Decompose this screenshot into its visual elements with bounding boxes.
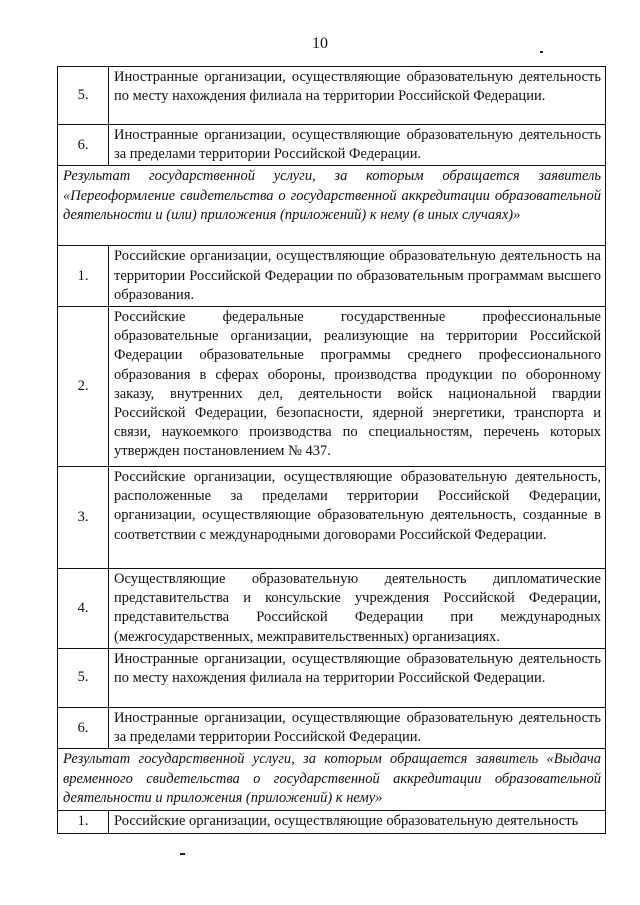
- row-text: Иностранные организации, осуществляющие образовательную деятельность за пределами территории Российской Федерации.: [109, 708, 606, 749]
- row-number: 4.: [58, 569, 109, 649]
- row-text: Иностранные организации, осуществляющие образовательную деятельность за пределами территории Российской Федерации.: [109, 125, 606, 166]
- row-text: Российские федеральные государственные профессиональные образовательные организации, реализующие на территории Российской Федерации образовательные программы среднего профессионального образования в сферах обороны, производства продукции по оборонному заказу, внутренних дел, деятельности войск национальной гвардии Российской Федерации, безопасности, ядерной энергетики, транспорта и связи, наукоемкого производства по специальностям, перечень которых утвержден постановлением № 437.: [109, 307, 606, 467]
- row-text: Российские организации, осуществляющие образовательную деятельность на территории Российской Федерации по образовательным программам высшего образования.: [109, 246, 606, 307]
- table-row: [58, 246, 606, 307]
- page-number: 10: [312, 35, 328, 52]
- section-header: Результат государственной услуги, за которым обращается заявитель «Выдача временного свидетельства о государственной аккредитации образовательной деятельности и приложения (приложений) к нему»: [58, 749, 606, 811]
- eligibility-table: [57, 66, 606, 834]
- row-number: 1.: [58, 811, 109, 833]
- table-row: [58, 125, 606, 166]
- table-row: [58, 67, 606, 125]
- section-header-row: [58, 166, 606, 246]
- row-number: 5.: [58, 67, 109, 125]
- row-text: Российские организации, осуществляющие образовательную деятельность: [109, 811, 606, 833]
- row-number: 6.: [58, 708, 109, 749]
- row-number: 3.: [58, 467, 109, 569]
- section-header: Результат государственной услуги, за которым обращается заявитель «Переоформление свидетельства о государственной аккредитации образовательной деятельности и (или) приложения (приложений) к нему (в иных случаях)»: [58, 166, 606, 246]
- row-number: 6.: [58, 125, 109, 166]
- row-text: Иностранные организации, осуществляющие образовательную деятельность по месту нахождения филиала на территории Российской Федерации.: [109, 67, 606, 125]
- table-row: [58, 307, 606, 467]
- table-row: [58, 811, 606, 833]
- table-row: [58, 569, 606, 649]
- table-row: [58, 708, 606, 749]
- row-number: 1.: [58, 246, 109, 307]
- row-text: Осуществляющие образовательную деятельность дипломатические представительства и консульские учреждения Российской Федерации, представительства Российской Федерации при международных (межгосударственных, межправительственных) организациях.: [109, 569, 606, 649]
- row-number: 5.: [58, 649, 109, 708]
- scan-speck: [540, 51, 543, 53]
- row-text: Российские организации, осуществляющие образовательную деятельность, расположенные за пределами территории Российской Федерации, организации, осуществляющие образовательную деятельность, созданные в соответствии с международными договорами Российской Федерации.: [109, 467, 606, 569]
- section-header-row: [58, 749, 606, 811]
- table-row: [58, 467, 606, 569]
- row-number: 2.: [58, 307, 109, 467]
- row-text: Иностранные организации, осуществляющие образовательную деятельность по месту нахождения филиала на территории Российской Федерации.: [109, 649, 606, 708]
- scan-speck: [180, 853, 185, 855]
- table-row: [58, 649, 606, 708]
